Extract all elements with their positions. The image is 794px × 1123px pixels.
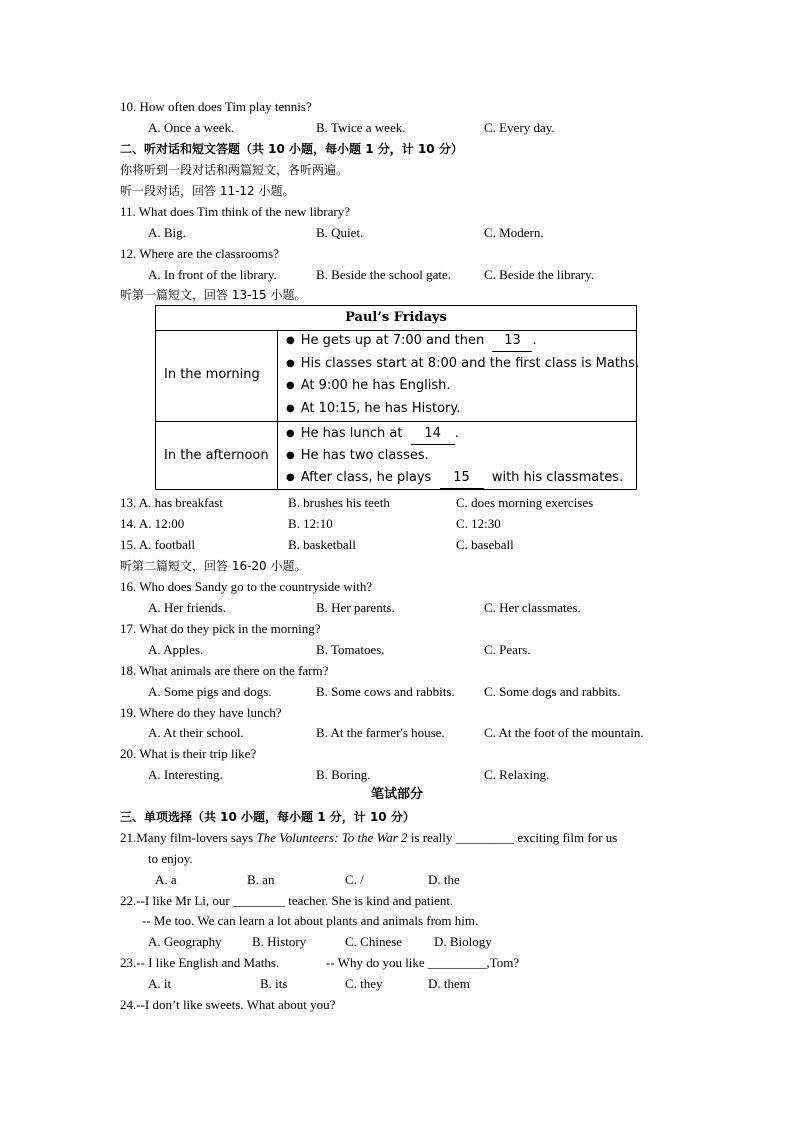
passage2-note: 听第二篇短文，回答 16-20 小题。 (120, 559, 307, 573)
q18-option-c: C. Some dogs and rabbits. (484, 684, 621, 699)
morning-bullet-2: ● His classes start at 8:00 and the first class is Maths. (286, 354, 639, 375)
afternoon-bullet-3: ● After class, he plays 15 with his classmates. (286, 468, 623, 489)
afternoon-bullet-1: ● He has lunch at 14 . (286, 424, 459, 445)
afternoon-label: In the afternoon (164, 448, 269, 463)
q13-option-b: B. brushes his teeth (288, 495, 390, 510)
q17-question: 17. What do they pick in the morning? (120, 621, 321, 636)
q19-option-a: A. At their school. (148, 725, 244, 740)
q21-option-c: C. / (345, 872, 364, 887)
q12-option-b: B. Beside the school gate. (316, 267, 452, 282)
q14-option-a: 14. A. 12:00 (120, 516, 185, 531)
written-part-title: 笔试部分 (370, 787, 423, 802)
table-divider-vertical (277, 330, 278, 490)
table-divider-horizontal (156, 421, 636, 422)
q23-option-a: A. it (148, 976, 172, 991)
q12-option-a: A. In front of the library. (148, 267, 277, 282)
morning-label: In the morning (164, 367, 260, 382)
q21-option-d: D. the (428, 872, 460, 887)
q10-question: 10. How often does Tim play tennis? (120, 99, 312, 114)
q22-line2: -- Me too. We can learn a lot about plants and animals from him. (142, 913, 479, 928)
q12-question: 12. Where are the classrooms? (120, 246, 279, 261)
q10-option-b: B. Twice a week. (316, 120, 406, 135)
q18-option-a: A. Some pigs and dogs. (148, 684, 272, 699)
section2-heading: 二、听对话和短文答题（共 10 小题，每小题 1 分，计 10 分） (120, 142, 463, 156)
q23-option-b: B. its (260, 976, 288, 991)
blank-15[interactable]: 15 (440, 468, 484, 489)
q15-option-b: B. basketball (288, 537, 356, 552)
q23-line1b: -- Why do you like _________,Tom? (326, 955, 520, 970)
morning-bullet-4: ● At 10:15, he has History. (286, 399, 460, 420)
pauls-fridays-table (155, 305, 640, 490)
afternoon-bullet-2: ● He has two classes. (286, 446, 429, 467)
q19-option-c: C. At the foot of the mountain. (484, 725, 644, 740)
passage1-note: 听第一篇短文，回答 13-15 小题。 (120, 288, 307, 302)
q20-question: 20. What is their trip like? (120, 746, 257, 761)
q21-option-b: B. an (247, 872, 275, 887)
section3-heading: 三、单项选择（共 10 小题，每小题 1 分，计 10 分） (120, 810, 415, 824)
q16-option-c: C. Her classmates. (484, 600, 581, 615)
q18-option-b: B. Some cows and rabbits. (316, 684, 455, 699)
q11-option-a: A. Big. (148, 225, 186, 240)
q22-option-b: B. History (252, 934, 307, 949)
dialog-note: 听一段对话，回答 11-12 小题。 (120, 184, 295, 198)
q18-question: 18. What animals are there on the farm? (120, 663, 329, 678)
morning-bullet-1: ● He gets up at 7:00 and then 13 . (286, 331, 537, 352)
q17-option-c: C. Pears. (484, 642, 531, 657)
q23-line1a: 23.-- I like English and Maths. (120, 955, 280, 970)
q22-option-a: A. Geography (148, 934, 222, 949)
q14-option-b: B. 12:10 (288, 516, 333, 531)
q19-question: 19. Where do they have lunch? (120, 705, 282, 720)
q11-option-c: C. Modern. (484, 225, 544, 240)
q13-option-a: 13. A. has breakfast (120, 495, 223, 510)
q13-option-c: C. does morning exercises (456, 495, 594, 510)
q23-option-c: C. they (345, 976, 383, 991)
q21-line1: 21.Many film-lovers says The Volunteers: To the War 2 is really _________ exciting film for us (120, 830, 618, 845)
q11-option-b: B. Quiet. (316, 225, 364, 240)
blank-14[interactable]: 14 (411, 424, 455, 445)
section2-intro: 你将听到一段对话和两篇短文，各听两遍。 (120, 163, 349, 177)
q10-option-a: A. Once a week. (148, 120, 235, 135)
q10-option-c: C. Every day. (484, 120, 555, 135)
blank-13[interactable]: 13 (492, 331, 532, 352)
q22-option-d: D. Biology (434, 934, 492, 949)
q15-option-a: 15. A. football (120, 537, 196, 552)
q16-option-a: A. Her friends. (148, 600, 226, 615)
q24-line1: 24.--I don’t like sweets. What about you? (120, 997, 336, 1012)
table-title: Paul’s Fridays (156, 306, 636, 331)
q11-question: 11. What does Tim think of the new library? (120, 204, 351, 219)
q21-option-a: A. a (155, 872, 177, 887)
morning-bullet-3: ● At 9:00 he has English. (286, 376, 451, 397)
q21-line2: to enjoy. (148, 851, 193, 866)
q16-question: 16. Who does Sandy go to the countryside with? (120, 579, 373, 594)
q12-option-c: C. Beside the library. (484, 267, 594, 282)
q22-line1: 22.--I like Mr Li, our ________ teacher. She is kind and patient. (120, 893, 454, 908)
q17-option-b: B. Tomatoes. (316, 642, 385, 657)
q17-option-a: A. Apples. (148, 642, 204, 657)
q16-option-b: B. Her parents. (316, 600, 395, 615)
q14-option-c: C. 12:30 (456, 516, 501, 531)
q22-option-c: C. Chinese (345, 934, 403, 949)
q23-option-d: D. them (428, 976, 470, 991)
q20-option-c: C. Relaxing. (484, 767, 550, 782)
q19-option-b: B. At the farmer's house. (316, 725, 445, 740)
q15-option-c: C. baseball (456, 537, 514, 552)
q20-option-a: A. Interesting. (148, 767, 223, 782)
q20-option-b: B. Boring. (316, 767, 371, 782)
